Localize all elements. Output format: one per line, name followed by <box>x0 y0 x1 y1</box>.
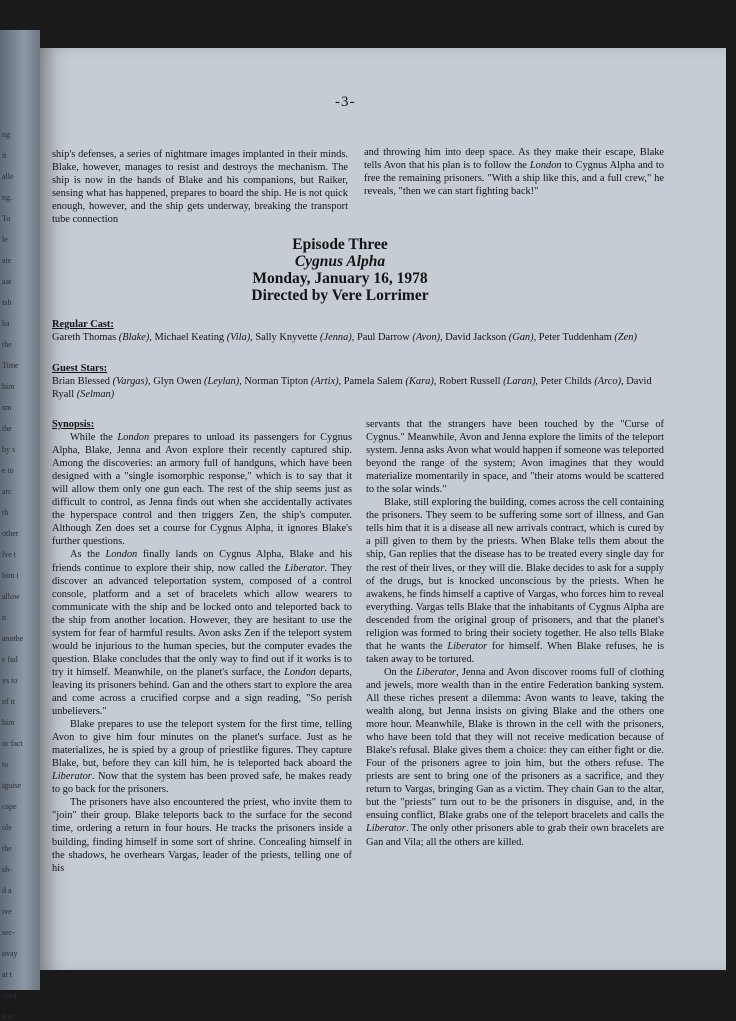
cast-name: David Jackson <box>445 332 509 343</box>
guest-stars-heading: Guest Stars: <box>52 363 108 374</box>
cast-name: Peter Childs <box>540 376 595 387</box>
cast-name: Glyn Owen <box>153 376 205 387</box>
adjacent-page-text-fragment: lve t <box>2 550 16 559</box>
adjacent-page-text-fragment: th <box>2 508 9 517</box>
paragraph: Blake, still exploring the building, comes across the cell containing the prisoners. They seem to be suffering some sort of illness, and Gan tells him that it is a disease all new arrivals contract, which is cured by a pill given to them by the priests. When Blake tells them about the ship, Gan replies that the disease has to be treated every single day for the rest of their lives, or they will die. Blake decides to ask for a supply of the drugs, but is knocked unconscious by the priests. When he awakens, he finds himself a captive of Vargas, who forces him to reveal everything. Vargas tells Blake that the inhabitants of Cygnus Alpha are descended from the original group of prisoners, and that the planet's religion was formed to bring their society together. He also tells Blake that he wants the Liberator for himself. When Blake refuses, he is taken away to be tortured. <box>366 497 665 665</box>
regular-cast-heading: Regular Cast: <box>52 319 114 330</box>
adjacent-page-text-fragment: anothe <box>2 634 24 643</box>
adjacent-page-text-fragment: ole <box>2 823 12 832</box>
adjacent-page-text-fragment: ish <box>2 298 12 307</box>
synopsis-right-column <box>366 418 664 849</box>
character-name: (Vila) <box>226 332 251 343</box>
separator: , <box>149 332 155 343</box>
cast-name: Michael Keating <box>154 332 227 343</box>
continued-text-right <box>364 146 664 198</box>
cast-name: Brian Blessed <box>52 376 113 387</box>
adjacent-page-text-fragment: or fact <box>2 739 23 748</box>
character-name: (Leylan) <box>204 376 240 387</box>
adjacent-page-text-fragment: it <box>2 151 7 160</box>
adjacent-page-text-fragment: the <box>2 424 12 433</box>
document-page <box>40 48 726 970</box>
character-name: (Vargas) <box>112 376 149 387</box>
separator: , <box>148 376 154 387</box>
guest-stars-section <box>52 362 666 401</box>
adjacent-page-text-fragment: to <box>2 760 9 769</box>
separator: , <box>533 332 539 343</box>
separator: , <box>535 376 541 387</box>
adjacent-page-text-fragment: d a <box>2 886 12 895</box>
episode-title: Cygnus Alpha <box>294 253 386 270</box>
separator: , <box>440 332 446 343</box>
separator: , <box>250 332 256 343</box>
separator: , <box>433 376 439 387</box>
adjacent-page-text-fragment: uvay <box>2 949 18 958</box>
character-name: (Blake) <box>118 332 150 343</box>
adjacent-page-edge <box>0 30 40 1021</box>
adjacent-page-text-fragment: lese <box>2 1012 15 1021</box>
adjacent-page-text-fragment: le <box>2 235 8 244</box>
adjacent-page-text-fragment: the <box>2 340 12 349</box>
episode-header <box>180 236 500 304</box>
paragraph: and throwing him into deep space. As they make their escape, Blake tells Avon that his plan is to follow the London to Cygnus Alpha and to free the remaining prisoners. "With a ship like this, and a full crew," he reveals, "then we can start fighting back!" <box>364 147 664 198</box>
synopsis-heading: Synopsis: <box>52 419 95 430</box>
adjacent-page-text-fragment: e fad <box>2 655 18 664</box>
cast-name: Sally Knyvette <box>255 332 321 343</box>
cast-name: David Ryall <box>52 376 652 400</box>
adjacent-page-text-fragment: other <box>2 529 19 538</box>
adjacent-page-text-fragment: alle <box>2 172 14 181</box>
cast-name: Robert Russell <box>439 376 504 387</box>
adjacent-page-text-fragment: sec- <box>2 928 15 937</box>
adjacent-page-text-fragment: arc <box>2 487 12 496</box>
separator: , <box>338 376 344 387</box>
adjacent-page-text-fragment: by s <box>2 445 16 454</box>
air-date: Monday, January 16, 1978 <box>252 270 428 287</box>
adjacent-page-text-fragment: sm <box>2 403 12 412</box>
synopsis-left-column <box>52 418 352 875</box>
paragraph: The prisoners have also encountered the priest, who invite them to "join" their group. Blake teleports back to the surface for the second time, ordering a return in four hours. He tracks the prisoners inside a building, finding himself in some sort of shrine. Concealing himself in the shadows, he overhears Vargas, leader of the priests, telling one of his <box>52 797 352 874</box>
adjacent-page-text-fragment: the <box>2 844 12 853</box>
paragraph: servants that the strangers have been touched by the "Curse of Cygnus." Meanwhile, Avon and Jenna explore the limits of the teleport system. Jenna asks Avon what would happen if someone was teleported beyond the range of the system; Avon imagines that they would materialize momentarily in space, and "their atoms would be scattered to the solar winds." <box>366 419 664 496</box>
adjacent-page-text-fragment: ha <box>2 319 10 328</box>
separator: , <box>239 376 245 387</box>
adjacent-page-text-fragment: at t <box>2 970 12 979</box>
character-name: (Gan) <box>508 332 534 343</box>
adjacent-page-text-fragment: ate <box>2 256 12 265</box>
cast-name: Peter Tuddenham <box>538 332 615 343</box>
adjacent-page-text-fragment: ive <box>2 907 12 916</box>
regular-cast-list <box>52 331 666 344</box>
character-name: (Zen) <box>614 332 637 343</box>
adjacent-page-text-fragment: iguise <box>2 781 22 790</box>
character-name: (Kara) <box>405 376 434 387</box>
adjacent-page-text-fragment: ys to <box>2 676 18 685</box>
adjacent-page-text-fragment: him <box>2 382 15 391</box>
adjacent-page-text-fragment: him <box>2 718 15 727</box>
adjacent-page-text-fragment: sh- <box>2 865 12 874</box>
adjacent-page-text-fragment: aat <box>2 277 12 286</box>
separator: , <box>621 376 627 387</box>
character-name: (Selman) <box>76 389 115 400</box>
adjacent-page-text-fragment: Time <box>2 361 19 370</box>
adjacent-page-text-fragment: ceed <box>2 991 17 1000</box>
adjacent-page-text-fragment: ng. <box>2 193 12 202</box>
adjacent-page-text-fragment: allow <box>2 592 20 601</box>
adjacent-page-text-fragment: of it <box>2 697 16 706</box>
continued-text-left <box>52 148 348 226</box>
adjacent-page-text-fragment: him i <box>2 571 19 580</box>
paragraph: ship's defenses, a series of nightmare images implanted in their minds. Blake, however, manages to resist and destroys the mechanism. The ship is now in the hands of Blake and his companions, but Raiker, sensing what has happened, prepares to board the ship. He is not quick enough, however, and the ship gets underway, breaking the transport tube connection <box>52 149 348 226</box>
character-name: (Laran) <box>503 376 536 387</box>
paragraph: Synopsis: While the London prepares to unload its passengers for Cygnus Alpha, Blake, Jenna and Avon explore their recently captured ship. Among the discoveries: an armory full of handguns, which have been designed with a "single isomorphic response," which is to say that it will allow them only one gun each. The rest of the ship seems just as difficult to control, as Jenna finds out when she accidentally activates the hyperspace control and then triggers Zen, the ship's computer. Although Zen does set a course for Cygnus Alpha, it ignores Blake's further questions. <box>52 419 353 548</box>
regular-cast-section <box>52 318 666 344</box>
character-name: (Jenna) <box>320 332 352 343</box>
adjacent-page-text-fragment: To <box>2 214 11 223</box>
page-number: -3- <box>335 94 356 110</box>
adjacent-page-text-fragment: cape <box>2 802 17 811</box>
cast-name: Norman Tipton <box>244 376 311 387</box>
episode-number: Episode Three <box>292 236 388 253</box>
cast-name: Gareth Thomas <box>52 332 119 343</box>
cast-name: Paul Darrow <box>356 332 413 343</box>
separator: , <box>351 332 357 343</box>
director: Directed by Vere Lorrimer <box>251 287 429 304</box>
adjacent-page-text-fragment: ng <box>2 130 10 139</box>
paragraph: On the Liberator, Jenna and Avon discover rooms full of clothing and jewels, more wealth than in the entire Federation banking system. All these riches present a dilemma: Avon wants to leave, taking the wealth along, but Jenna insists on giving Blake and the others one more hour. Meanwhile, Blake is thrown in the cell with the prisoners, who have been told that they will not receive medication because of Blake's refusal. Blake gives them a choice: they can either fight or die. Four of the prisoners agree to join him, but the others refuse. The priests are sent to bring one of the prisoners as a sacrifice, and they return to Vargas, bringing Gan as a victim. They chain Gan to the altar, but the "priests" turn out to be the prisoners in disguise, and, in the ensuing conflict, Blake grabs one of the teleport bracelets and calls the Liberator. The only other prisoners able to grab their own bracelets are Gan and Vila; all the others are killed. <box>366 666 664 848</box>
cast-name: Pamela Salem <box>343 376 406 387</box>
character-name: (Artix) <box>310 376 339 387</box>
adjacent-page-text-fragment: e to <box>2 466 14 475</box>
adjacent-page-text-fragment: n <box>2 613 6 622</box>
paragraph: As the London finally lands on Cygnus Alpha, Blake and his friends continue to explore their ship, now called the Liberator. They discover an advanced teleportation system, composed of a control console, platform and a set of bracelets which allow wearers to communicate with the ship and be locked onto and teleported back to the ship from another location. However, they are hesitant to use the system for fear of harmful results. Avon asks Zen if the teleport system would be injurious to the human species, but the computer evades the question. Blake concludes that the only way to find out if it works is to try it himself. Meanwhile, on the planet's surface, the London departs, leaving its prisoners behind. Gan and the others start to explore the area and come across a crucified corpse and a sign reading, "So perish unbelievers." <box>52 549 353 718</box>
character-name: (Arco) <box>594 376 622 387</box>
paragraph: Blake prepares to use the teleport system for the first time, telling Avon to give him four minutes on the planet's surface. Just as he materializes, he is spied by a group of priestlike figures. They capture Blake, but, before they can kill him, he is teleported back aboard the Liberator. Now that the system has been proved safe, he makes ready to go back for the prisoners. <box>52 719 352 796</box>
guest-stars-list <box>52 375 666 401</box>
character-name: (Avon) <box>412 332 441 343</box>
